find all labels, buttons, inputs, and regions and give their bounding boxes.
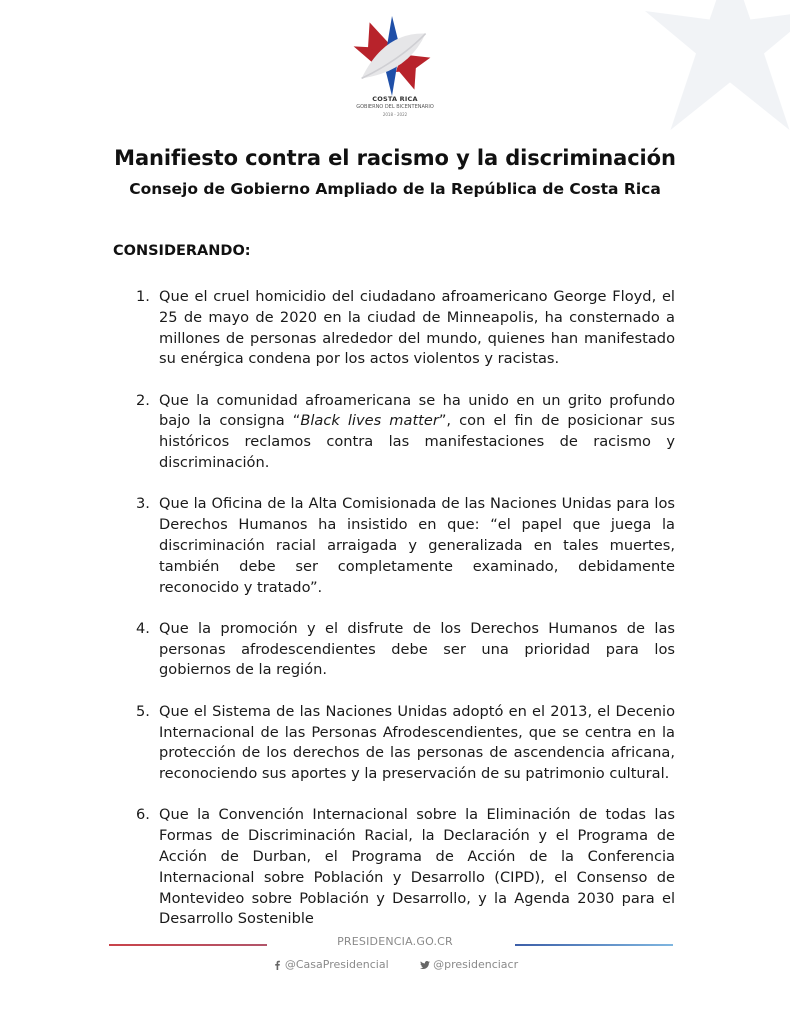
item-text: Que el Sistema de las Naciones Unidas adoptó en el 2013, el Decenio Internacional de las Personas Afrodescendientes, que se centra en la protección de los derechos de las personas de ascendencia africana, reconociendo sus aportes y la preservación de su patrimonio cultural.: [159, 702, 675, 783]
footer-social-links: [0, 958, 790, 973]
item-text-before: Que la comunidad afroamericana se ha unido en un grito profundo bajo la consigna “: [159, 391, 675, 430]
item-number: 1.: [136, 288, 150, 305]
list-item: [113, 494, 675, 598]
facebook-icon: [272, 960, 282, 970]
list-item: [113, 391, 675, 474]
section-heading: CONSIDERANDO:: [113, 243, 251, 259]
list-item: [113, 287, 675, 370]
item-text-after: ”, con el fin de posicionar sus históricos reclamos contra las manifestaciones de racismo y discriminación.: [159, 412, 675, 472]
twitter-handle: @presidenciacr: [433, 958, 519, 971]
item-number: 3.: [136, 495, 150, 513]
twitter-icon: [420, 960, 430, 970]
item-text-italic: Black lives matter: [300, 412, 439, 430]
item-number: 6.: [136, 806, 150, 824]
watermark-star-logo: [630, 0, 790, 130]
twitter-link[interactable]: [420, 958, 518, 971]
logo-years: 2018 - 2022: [382, 111, 408, 117]
logo-country: COSTA RICA: [372, 95, 418, 103]
list-item: [113, 805, 675, 930]
footer-website-link[interactable]: PRESIDENCIA.GO.CR: [337, 935, 453, 948]
list-item: [113, 619, 675, 681]
document-title: Manifiesto contra el racismo y la discriminación: [114, 146, 676, 170]
item-text: Que el cruel homicidio del ciudadano afroamericano George Floyd, el 25 de mayo de 2020 en la ciudad de Minneapolis, ha consternado a millones de personas alrededor del mundo, quienes han manifestado su enérgica condena por los actos violentos y racistas.: [159, 288, 675, 368]
item-text: Que la promoción y el disfrute de los Derechos Humanos de las personas afrodescendientes debe ser una prioridad para los gobiernos de la región.: [159, 619, 675, 679]
logo-caption: [330, 96, 460, 117]
item-text: [159, 392, 675, 471]
item-number: 4.: [136, 619, 150, 637]
logo-government: GOBIERNO DEL BICENTENARIO: [356, 103, 434, 110]
item-number: 2.: [136, 391, 150, 409]
facebook-handle: @CasaPresidencial: [284, 958, 389, 971]
considerations-list: [113, 287, 675, 951]
costa-rica-star-logo: [352, 16, 432, 96]
item-number: 5.: [136, 702, 150, 720]
list-item: [113, 702, 675, 785]
item-text: Que la Convención Internacional sobre la Eliminación de todas las Formas de Discriminación Racial, la Declaración y el Programa de Acción de Durban, el Programa de Acción de la Conferencia Internacional sobre Población y Desarrollo (CIPD), el Consenso de Montevideo sobre Población y Desarrollo, y la Agenda 2030 para el Desarrollo Sostenible: [159, 806, 675, 928]
item-text: Que la Oficina de la Alta Comisionada de las Naciones Unidas para los Derechos Humanos ha insistido en que: “el papel que juega la discriminación racial arraigada y generalizada en tales muertes, también debe ser completamente examinado, debidamente reconocido y tratado”.: [159, 495, 675, 596]
facebook-link[interactable]: [272, 958, 389, 971]
document-subtitle: Consejo de Gobierno Ampliado de la República de Costa Rica: [129, 180, 661, 198]
